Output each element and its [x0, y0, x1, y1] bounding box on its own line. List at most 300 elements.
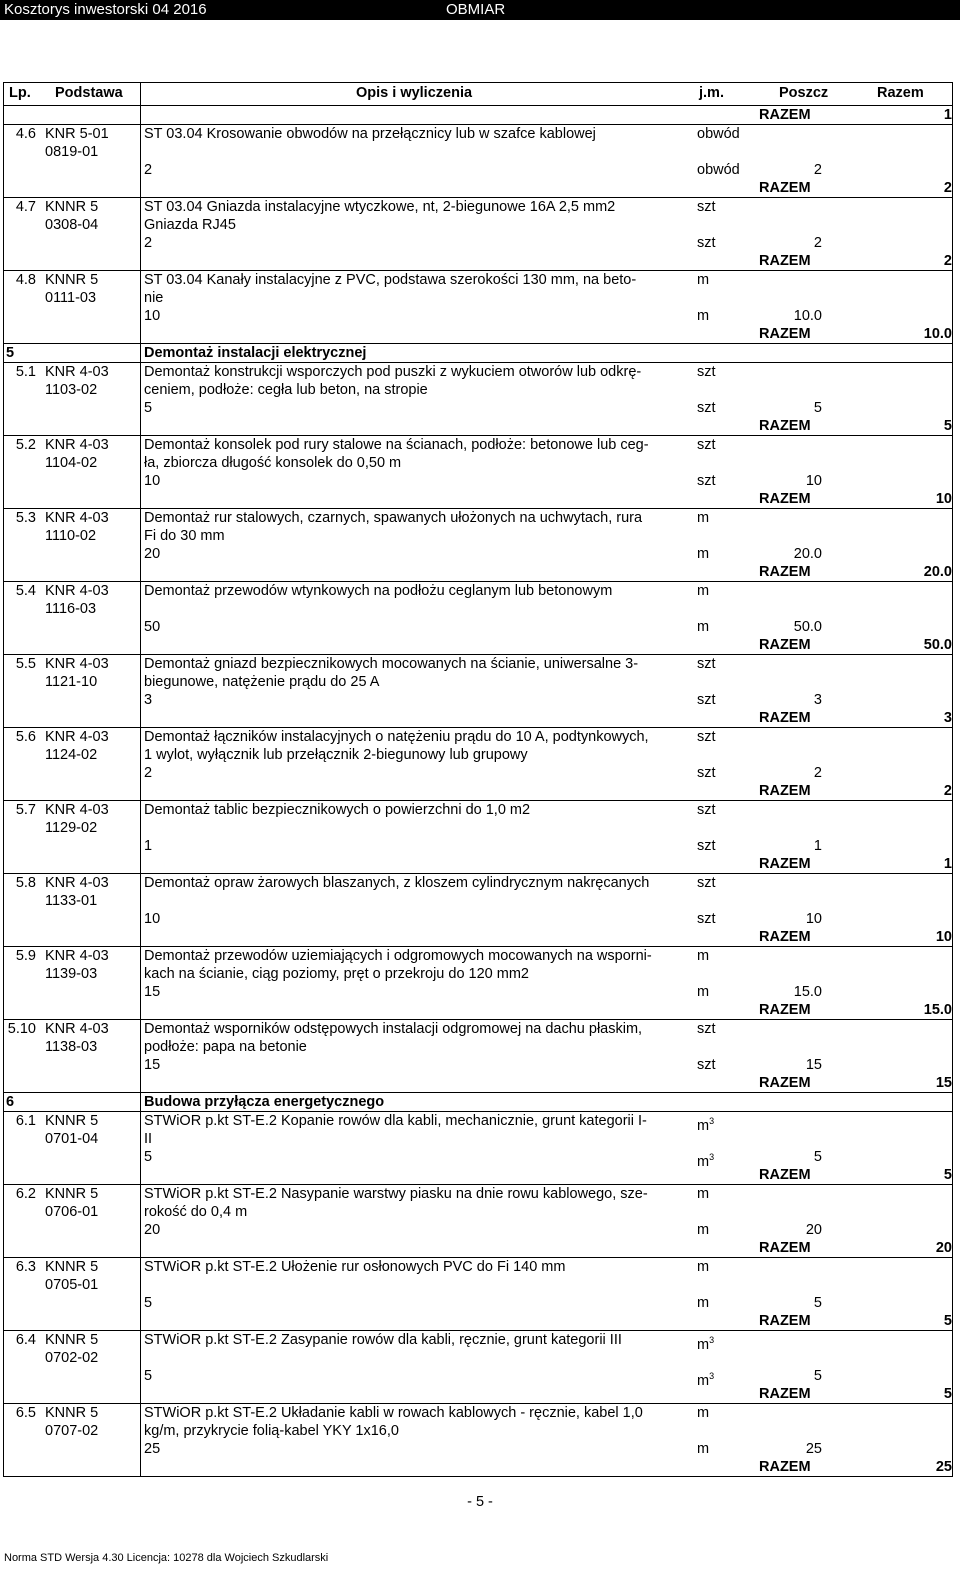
row-kod-2: 0819-01	[45, 144, 99, 160]
razem-value: 10	[935, 491, 952, 507]
row-line-1	[3, 125, 953, 143]
razem-value: 1	[943, 107, 952, 123]
table-row	[3, 947, 953, 1020]
table-row	[3, 436, 953, 509]
row-unit: m	[697, 1405, 710, 1421]
row-line-2	[3, 819, 953, 837]
row-line-2	[3, 527, 953, 545]
row-line-1	[3, 1020, 953, 1038]
razem-row	[3, 928, 953, 946]
row-calc-line	[3, 837, 953, 855]
row-lp: 6.3	[15, 1259, 36, 1275]
row-calc: 2	[144, 765, 153, 781]
row-line-1	[3, 1112, 953, 1134]
row-kod-1: KNR 4-03	[45, 948, 109, 964]
row-unit: m	[697, 1186, 710, 1202]
row-calc: 5	[144, 400, 153, 416]
row-calc-line	[3, 1367, 953, 1389]
row-calc-line	[3, 618, 953, 636]
table-row	[3, 509, 953, 582]
row-line-1	[3, 436, 953, 454]
row-calc-unit: obwód	[697, 162, 740, 178]
razem-row	[3, 1385, 953, 1403]
row-calc-unit: m	[697, 984, 710, 1000]
col-opis: Opis i wyliczenia	[356, 85, 473, 101]
table-row	[3, 363, 953, 436]
row-calc-unit: $m^3$	[697, 1152, 715, 1170]
row-description-2: rokość do 0,4 m	[144, 1204, 248, 1220]
row-lp: 6.2	[15, 1186, 36, 1202]
row-description-2: 1 wylot, wyłącznik lub przełącznik 2-biegunowy lub grupowy	[144, 747, 528, 763]
row-unit: m	[697, 1259, 710, 1275]
row-line-1	[3, 947, 953, 965]
razem-label: RAZEM	[759, 1386, 811, 1402]
razem-row	[3, 1166, 953, 1184]
row-line-2	[3, 1203, 953, 1221]
row-kod-1: KNR 4-03	[45, 729, 109, 745]
row-calc-line	[3, 161, 953, 179]
row-kod-1: KNR 5-01	[45, 126, 109, 142]
row-poszcz: 15	[805, 1057, 822, 1073]
table-row	[3, 582, 953, 655]
col-razem: Razem	[877, 85, 924, 101]
row-poszcz: 20	[805, 1222, 822, 1238]
row-lp: 5.9	[15, 948, 36, 964]
row-line-1	[3, 1331, 953, 1353]
razem-row	[3, 417, 953, 435]
table-border-left	[3, 82, 4, 1477]
row-calc: 50	[144, 619, 161, 635]
row-kod-2: 0308-04	[45, 217, 99, 233]
row-line-2	[3, 1130, 953, 1148]
row-kod-2: 0111-03	[45, 290, 97, 306]
row-calc-unit: szt	[697, 911, 716, 927]
row-line-2	[3, 1276, 953, 1294]
row-kod-2: 1138-03	[45, 1039, 98, 1055]
row-lp: 5.4	[15, 583, 36, 599]
row-calc-line	[3, 472, 953, 490]
row-calc-unit: m	[697, 308, 710, 324]
row-calc-unit: szt	[697, 692, 716, 708]
row-lp: 5.6	[15, 729, 36, 745]
razem-label: RAZEM	[759, 418, 811, 434]
row-kod-1: KNR 4-03	[45, 583, 109, 599]
row-lp: 5.10	[7, 1021, 36, 1037]
razem-row	[3, 325, 953, 343]
row-calc-line	[3, 1148, 953, 1170]
razem-label: RAZEM	[759, 929, 811, 945]
row-poszcz: 5	[813, 1295, 822, 1311]
row-lp: 4.8	[15, 272, 36, 288]
row-poszcz: 5	[813, 400, 822, 416]
razem-row	[3, 1001, 953, 1019]
col-divider-opis	[140, 82, 141, 1477]
row-line-2	[3, 965, 953, 983]
row-calc: 5	[144, 1149, 153, 1165]
table-row	[3, 655, 953, 728]
razem-row	[3, 490, 953, 508]
razem-row	[3, 1458, 953, 1476]
row-calc-unit: m	[697, 1295, 710, 1311]
row-calc: 15	[144, 1057, 161, 1073]
razem-value: 5	[943, 1386, 952, 1402]
row-calc-unit: szt	[697, 400, 716, 416]
row-line-2	[3, 600, 953, 618]
row-unit: $m^3$	[697, 1116, 715, 1134]
row-lp: 5.7	[15, 802, 36, 818]
row-lp: 5.5	[15, 656, 36, 672]
row-calc-unit: szt	[697, 765, 716, 781]
razem-value: 5	[943, 418, 952, 434]
row-poszcz: 1	[813, 838, 822, 854]
row-line-1	[3, 509, 953, 527]
row-calc-line	[3, 234, 953, 252]
row-description-1: Demontaż opraw żarowych blaszanych, z kloszem cylindrycznym nakręcanych	[144, 875, 650, 891]
row-poszcz: 10	[805, 911, 822, 927]
razem-value: 5	[943, 1313, 952, 1329]
row-line-2	[3, 1038, 953, 1056]
razem-label: RAZEM	[759, 564, 811, 580]
row-calc-unit: szt	[697, 235, 716, 251]
col-podstawa: Podstawa	[55, 85, 123, 101]
document-section-title: OBMIAR	[446, 1, 506, 18]
razem-label: RAZEM	[759, 1313, 811, 1329]
row-line-1	[3, 582, 953, 600]
row-calc: 5	[144, 1295, 153, 1311]
row-kod-1: KNNR 5	[45, 1259, 99, 1275]
row-description-1: ST 03.04 Krosowanie obwodów na przełącznicy lub w szafce kablowej	[144, 126, 596, 142]
row-calc: 20	[144, 546, 161, 562]
row-line-2	[3, 673, 953, 691]
row-poszcz: 2	[813, 765, 822, 781]
row-line-1	[3, 198, 953, 216]
row-description-1: Demontaż przewodów uziemiających i odgromowych mocowanych na wsporni-	[144, 948, 652, 964]
document-title-bar	[0, 0, 960, 20]
row-calc: 25	[144, 1441, 161, 1457]
row-kod-1: KNR 4-03	[45, 802, 109, 818]
row-line-1	[3, 1185, 953, 1203]
row-kod-1: KNR 4-03	[45, 656, 109, 672]
razem-row	[3, 636, 953, 654]
row-calc-line	[3, 307, 953, 325]
row-kod-1: KNR 4-03	[45, 364, 109, 380]
row-description-1: Demontaż konstrukcji wsporczych pod puszki z wykuciem otworów lub odkrę-	[144, 364, 642, 380]
row-unit: m	[697, 510, 710, 526]
row-description-2: Fi do 30 mm	[144, 528, 225, 544]
razem-value: 25	[935, 1459, 952, 1475]
page-number: - 5 -	[467, 1494, 493, 1510]
row-poszcz: 10	[805, 473, 822, 489]
row-kod-2: 1104-02	[45, 455, 98, 471]
row-calc-line	[3, 764, 953, 782]
row-kod-2: 0706-01	[45, 1204, 99, 1220]
row-lp: 6.1	[15, 1113, 36, 1129]
row-kod-2: 1129-02	[45, 820, 98, 836]
row-line-1	[3, 1258, 953, 1276]
table-row	[3, 1112, 953, 1185]
row-lp: 4.6	[15, 126, 36, 142]
row-description-2: II	[144, 1131, 153, 1147]
row-poszcz: 2	[813, 162, 822, 178]
razem-row	[3, 855, 953, 873]
row-description-1: STWiOR p.kt ST-E.2 Zasypanie rowów dla kabli, ręcznie, grunt kategorii III	[144, 1332, 622, 1348]
row-lp: 5.8	[15, 875, 36, 891]
row-line-2	[3, 143, 953, 161]
row-line-2	[3, 216, 953, 234]
obmiar-table	[3, 82, 953, 1477]
row-calc: 2	[144, 162, 153, 178]
razem-value: 1	[943, 856, 952, 872]
razem-row	[3, 1074, 953, 1092]
row-kod-2: 1124-02	[45, 747, 98, 763]
razem-label: RAZEM	[759, 1075, 811, 1091]
razem-row	[3, 179, 953, 197]
row-line-2	[3, 892, 953, 910]
razem-label: RAZEM	[759, 710, 811, 726]
razem-row	[3, 563, 953, 581]
row-line-2	[3, 454, 953, 472]
razem-label: RAZEM	[759, 491, 811, 507]
row-calc-unit: $m^3$	[697, 1371, 715, 1389]
row-kod-2: 1139-03	[45, 966, 98, 982]
razem-row	[3, 709, 953, 727]
row-line-2	[3, 1349, 953, 1367]
row-description-1: STWiOR p.kt ST-E.2 Układanie kabli w rowach kablowych - ręcznie, kabel 1,0	[144, 1405, 643, 1421]
razem-value: 2	[943, 253, 952, 269]
row-calc-line	[3, 1440, 953, 1458]
row-line-1	[3, 363, 953, 381]
razem-value: 15	[935, 1075, 952, 1091]
row-unit: m	[697, 272, 710, 288]
row-calc: 20	[144, 1222, 161, 1238]
row-calc-line	[3, 910, 953, 928]
row-description-1: Demontaż tablic bezpiecznikowych o powierzchni do 1,0 m2	[144, 802, 531, 818]
row-description-2: podłoże: papa na betonie	[144, 1039, 307, 1055]
row-kod-2: 1116-03	[45, 601, 97, 617]
row-calc-line	[3, 1056, 953, 1074]
row-description-1: ST 03.04 Gniazda instalacyjne wtyczkowe, nt, 2-biegunowe 16A 2,5 mm2	[144, 199, 616, 215]
row-kod-1: KNR 4-03	[45, 510, 109, 526]
row-calc: 5	[144, 1368, 153, 1384]
razem-value: 2	[943, 783, 952, 799]
row-unit: szt	[697, 729, 716, 745]
row-calc-line	[3, 1221, 953, 1239]
table-row	[3, 801, 953, 874]
row-calc-unit: m	[697, 546, 710, 562]
table-row	[3, 1258, 953, 1331]
section-title: Budowa przyłącza energetycznego	[144, 1094, 385, 1110]
section-number: 6	[6, 1094, 15, 1110]
row-poszcz: 25	[805, 1441, 822, 1457]
row-kod-2: 0701-04	[45, 1131, 99, 1147]
row-kod-2: 1133-01	[45, 893, 98, 909]
razem-label: RAZEM	[759, 1459, 811, 1475]
row-calc-line	[3, 399, 953, 417]
row-unit: szt	[697, 802, 716, 818]
row-lp: 5.2	[15, 437, 36, 453]
razem-value: 20.0	[923, 564, 952, 580]
row-line-2	[3, 381, 953, 399]
razem-row	[3, 106, 953, 125]
razem-value: 3	[943, 710, 952, 726]
table-row	[3, 1185, 953, 1258]
razem-row	[3, 782, 953, 800]
row-calc-unit: szt	[697, 1057, 716, 1073]
row-calc: 10	[144, 473, 161, 489]
row-description-1: STWiOR p.kt ST-E.2 Ułożenie rur osłonowych PVC do Fi 140 mm	[144, 1259, 566, 1275]
row-line-2	[3, 1422, 953, 1440]
table-row	[3, 1404, 953, 1477]
row-unit: m	[697, 948, 710, 964]
row-poszcz: 5	[813, 1149, 822, 1165]
row-calc-unit: m	[697, 619, 710, 635]
razem-label: RAZEM	[759, 253, 811, 269]
row-description-1: STWiOR p.kt ST-E.2 Kopanie rowów dla kabli, mechanicznie, grunt kategorii I-	[144, 1113, 647, 1129]
row-description-1: Demontaż wsporników odstępowych instalacji odgromowej na dachu płaskim,	[144, 1021, 643, 1037]
row-description-1: Demontaż gniazd bezpiecznikowych mocowanych na ścianie, uniwersalne 3-	[144, 656, 639, 672]
row-lp: 6.4	[15, 1332, 36, 1348]
row-kod-1: KNR 4-03	[45, 1021, 109, 1037]
row-calc: 1	[144, 838, 153, 854]
table-header	[3, 82, 953, 106]
razem-value: 15.0	[923, 1002, 952, 1018]
row-description-1: Demontaż łączników instalacyjnych o natężeniu prądu do 10 A, podtynkowych,	[144, 729, 649, 745]
row-calc-unit: m	[697, 1222, 710, 1238]
section-row	[3, 344, 953, 363]
table-row	[3, 271, 953, 344]
row-kod-2: 0702-02	[45, 1350, 99, 1366]
razem-value: 20	[935, 1240, 952, 1256]
razem-value: 50.0	[923, 637, 952, 653]
razem-value: 10.0	[923, 326, 952, 342]
row-description-1: Demontaż rur stalowych, czarnych, spawanych ułożonych na uchwytach, rura	[144, 510, 643, 526]
row-calc: 10	[144, 911, 161, 927]
row-description-2: kg/m, przykrycie folią-kabel YKY 1x16,0	[144, 1423, 399, 1439]
razem-label: RAZEM	[759, 326, 811, 342]
row-line-1	[3, 801, 953, 819]
row-kod-2: 0705-01	[45, 1277, 99, 1293]
row-poszcz: 3	[813, 692, 822, 708]
row-unit: obwód	[697, 126, 740, 142]
row-description-2: kach na ścianie, ciąg poziomy, pręt o przekroju do 120 mm2	[144, 966, 529, 982]
row-kod-1: KNNR 5	[45, 272, 99, 288]
razem-label: RAZEM	[759, 783, 811, 799]
row-poszcz: 50.0	[793, 619, 822, 635]
row-kod-2: 0707-02	[45, 1423, 99, 1439]
row-calc-unit: szt	[697, 838, 716, 854]
document-title: Kosztorys inwestorski 04 2016	[4, 1, 207, 18]
row-kod-1: KNNR 5	[45, 1186, 99, 1202]
row-calc: 15	[144, 984, 161, 1000]
row-calc-line	[3, 545, 953, 563]
razem-label: RAZEM	[759, 1240, 811, 1256]
row-description-1: Demontaż przewodów wtynkowych na podłożu ceglanym lub betonowym	[144, 583, 613, 599]
row-line-1	[3, 874, 953, 892]
table-row	[3, 728, 953, 801]
row-kod-1: KNR 4-03	[45, 437, 109, 453]
row-description-1: Demontaż konsolek pod rury stalowe na ścianach, podłoże: betonowe lub ceg-	[144, 437, 649, 453]
row-calc: 10	[144, 308, 161, 324]
row-description-2: ceniem, podłoże: cegła lub beton, na stropie	[144, 382, 428, 398]
razem-label: RAZEM	[759, 1002, 811, 1018]
row-lp: 5.3	[15, 510, 36, 526]
row-poszcz: 10.0	[793, 308, 822, 324]
row-unit: szt	[697, 437, 716, 453]
row-calc-line	[3, 691, 953, 709]
razem-label: RAZEM	[759, 637, 811, 653]
row-description-1: ST 03.04 Kanały instalacyjne z PVC, podstawa szerokości 130 mm, na beto-	[144, 272, 637, 288]
row-kod-1: KNNR 5	[45, 1332, 99, 1348]
row-line-1	[3, 271, 953, 289]
row-lp: 5.1	[15, 364, 36, 380]
row-unit: $m^3$	[697, 1335, 715, 1353]
row-description-2: biegunowe, natężenie prądu do 25 A	[144, 674, 380, 690]
razem-label: RAZEM	[759, 180, 811, 196]
section-number: 5	[6, 345, 15, 361]
row-kod-2: 1121-10	[45, 674, 98, 690]
row-description-1: STWiOR p.kt ST-E.2 Nasypanie warstwy piasku na dnie rowu kablowego, sze-	[144, 1186, 648, 1202]
row-unit: szt	[697, 364, 716, 380]
razem-label: RAZEM	[759, 1167, 811, 1183]
row-calc: 2	[144, 235, 153, 251]
table-row	[3, 198, 953, 271]
row-description-2: ła, zbiorcza długość konsolek do 0,50 m	[144, 455, 402, 471]
col-poszcz: Poszcz	[779, 85, 829, 101]
row-unit: szt	[697, 656, 716, 672]
table-row	[3, 1331, 953, 1404]
row-calc-line	[3, 983, 953, 1001]
row-poszcz: 2	[813, 235, 822, 251]
row-poszcz: 20.0	[793, 546, 822, 562]
razem-value: 5	[943, 1167, 952, 1183]
row-calc-unit: szt	[697, 473, 716, 489]
razem-row	[3, 252, 953, 270]
row-unit: szt	[697, 199, 716, 215]
razem-label: RAZEM	[759, 107, 811, 123]
row-kod-1: KNNR 5	[45, 199, 99, 215]
col-jm: j.m.	[699, 85, 724, 101]
col-lp: Lp.	[9, 85, 31, 101]
row-calc: 3	[144, 692, 153, 708]
row-calc-unit: m	[697, 1441, 710, 1457]
row-kod-1: KNR 4-03	[45, 875, 109, 891]
section-title: Demontaż instalacji elektrycznej	[144, 345, 367, 361]
table-row	[3, 125, 953, 198]
razem-label: RAZEM	[759, 856, 811, 872]
row-description-2: nie	[144, 290, 164, 306]
row-line-1	[3, 728, 953, 746]
row-line-2	[3, 289, 953, 307]
table-row	[3, 1020, 953, 1093]
row-kod-1: KNNR 5	[45, 1113, 99, 1129]
section-row	[3, 1093, 953, 1112]
razem-value: 2	[943, 180, 952, 196]
row-kod-1: KNNR 5	[45, 1405, 99, 1421]
razem-row	[3, 1239, 953, 1257]
table-row	[3, 874, 953, 947]
row-lp: 6.5	[15, 1405, 36, 1421]
table-border-right	[952, 82, 953, 1477]
razem-value: 10	[935, 929, 952, 945]
row-unit: szt	[697, 1021, 716, 1037]
row-poszcz: 15.0	[793, 984, 822, 1000]
row-lp: 4.7	[15, 199, 36, 215]
row-line-1	[3, 1404, 953, 1422]
row-kod-2: 1103-02	[45, 382, 98, 398]
row-description-2: Gniazda RJ45	[144, 217, 236, 233]
table-body	[3, 125, 953, 1477]
row-unit: m	[697, 583, 710, 599]
